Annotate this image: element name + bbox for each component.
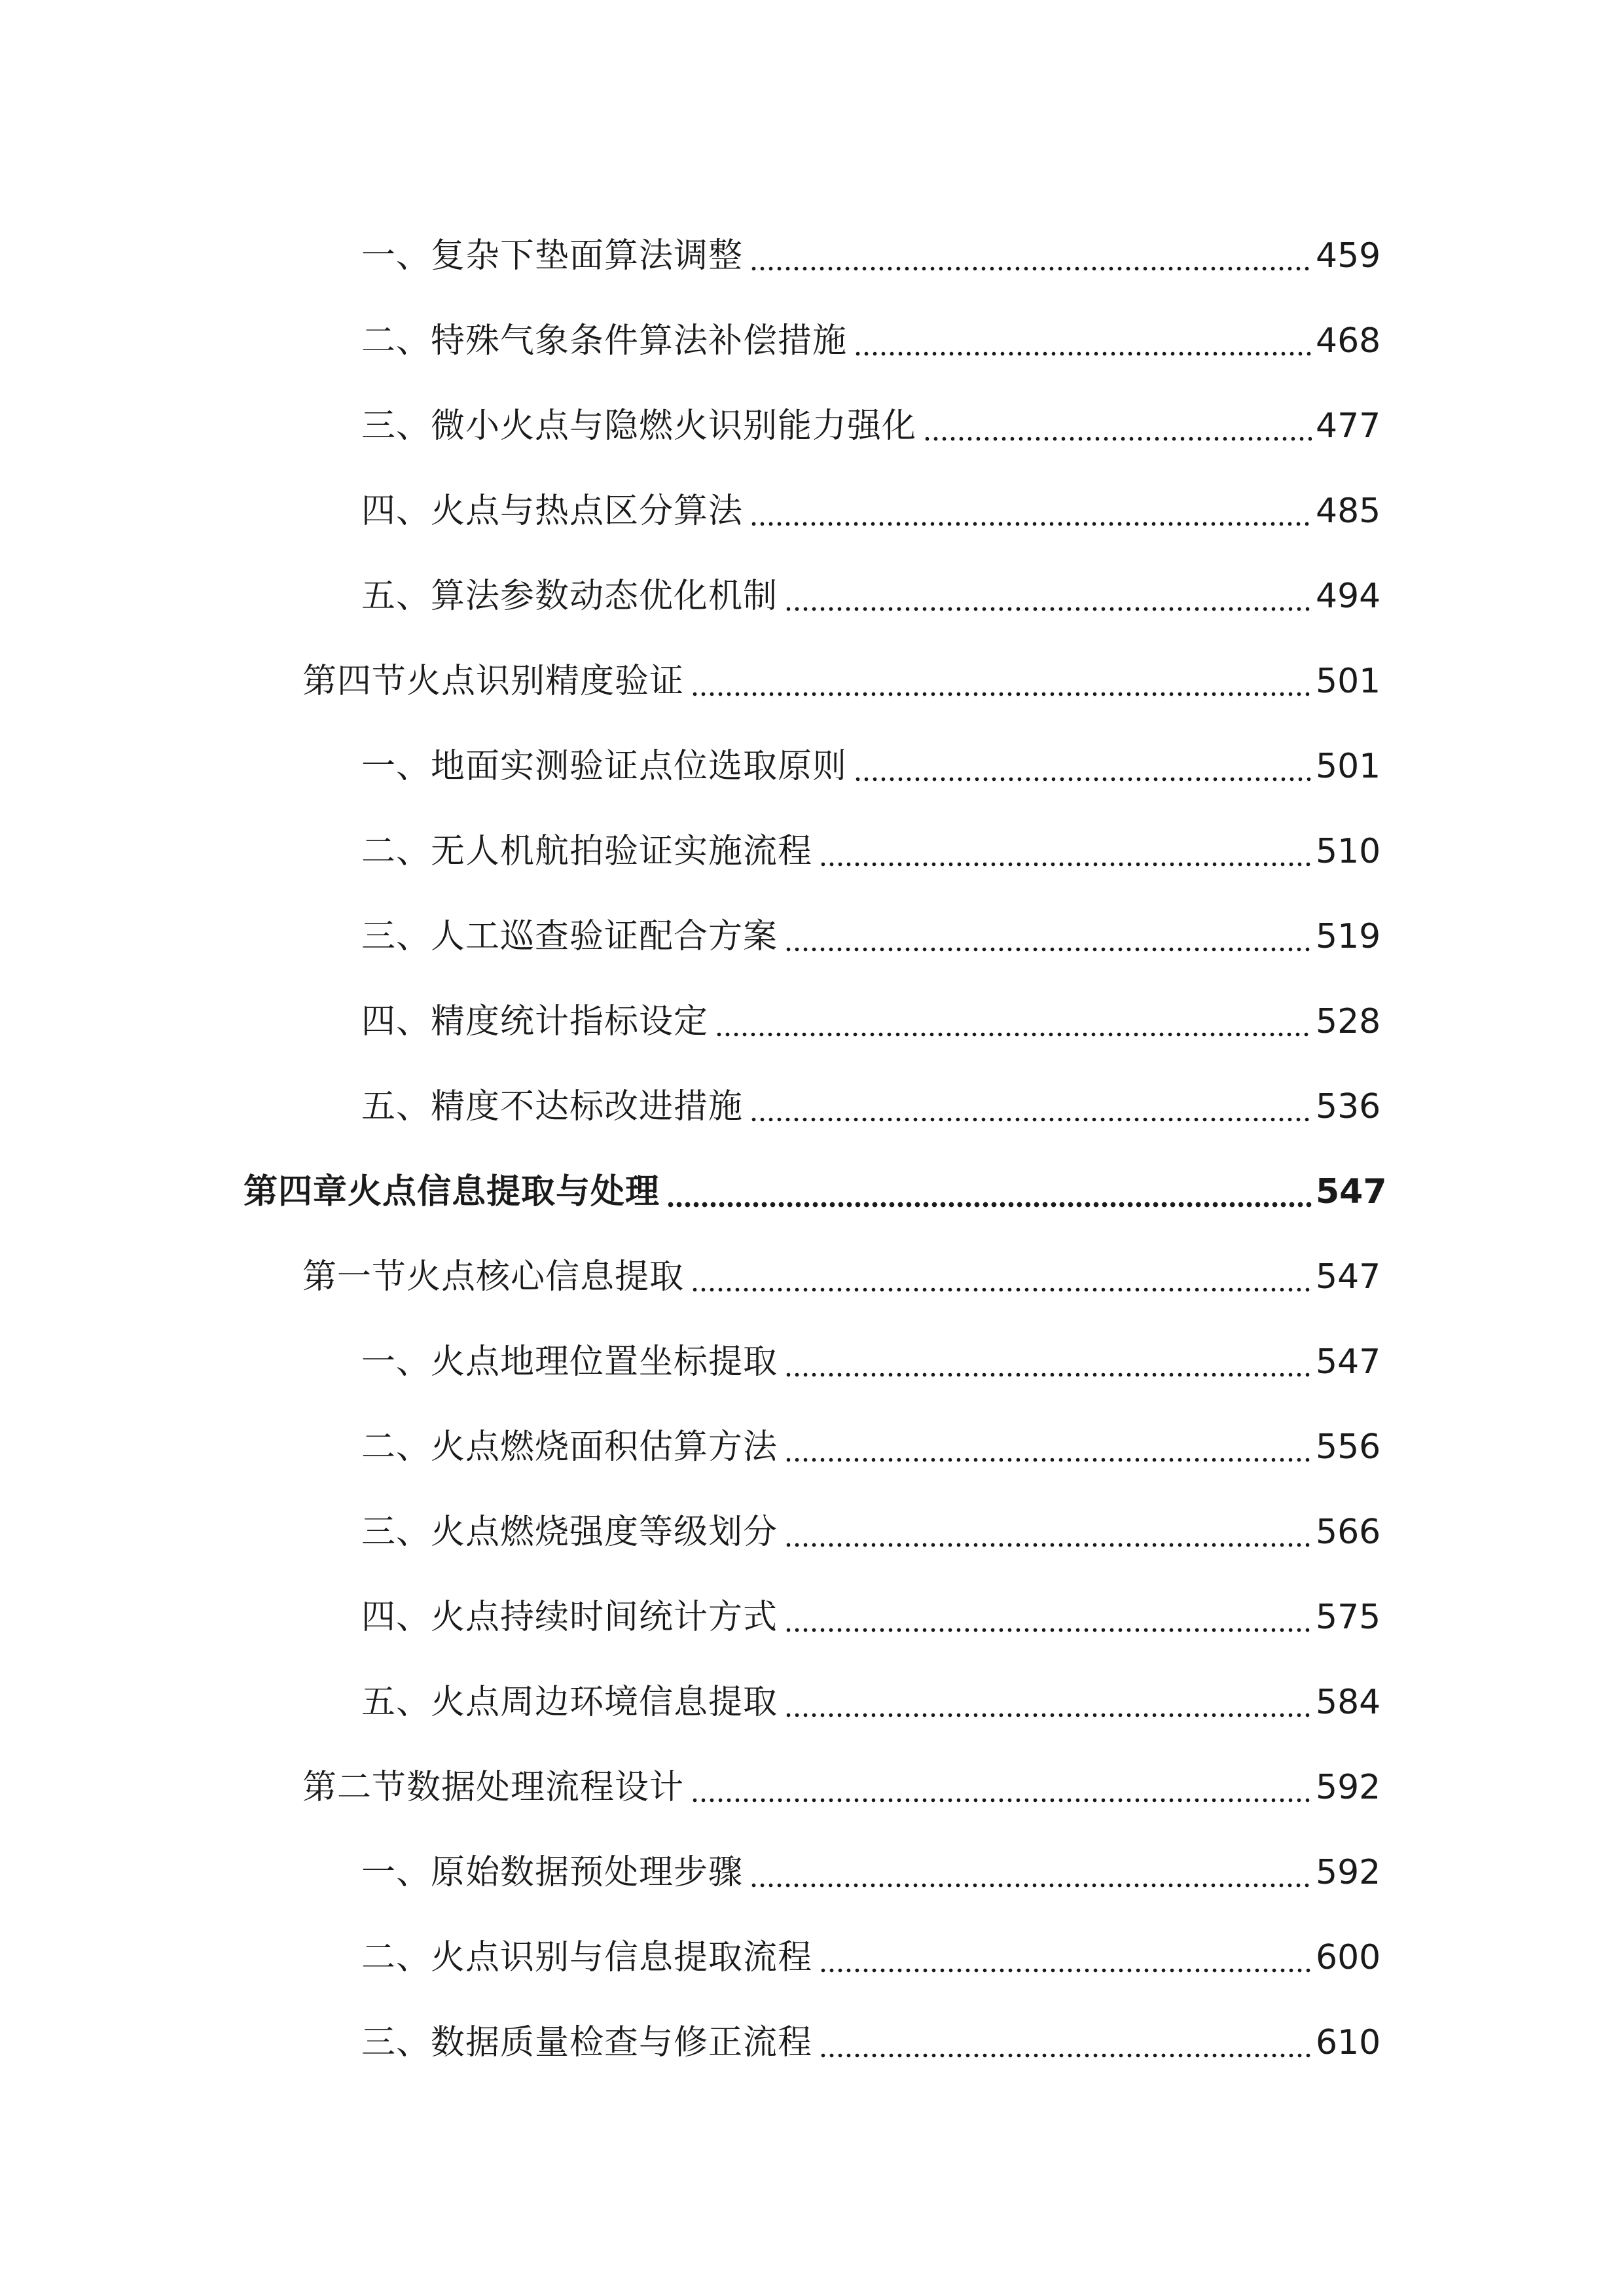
toc-entry-page: 584 xyxy=(1316,1683,1381,1722)
dot-leader xyxy=(784,1345,1312,1379)
toc-entry-page: 592 xyxy=(1316,1853,1381,1892)
dot-leader xyxy=(784,920,1312,954)
toc-entry[interactable] xyxy=(0,979,1624,1064)
toc-entry-title: 一、地面实测验证点位选取原则 xyxy=(361,747,848,786)
toc-section-entry[interactable] xyxy=(0,639,1624,724)
dot-leader xyxy=(854,324,1312,358)
dot-leader xyxy=(784,1430,1312,1464)
toc-entry[interactable] xyxy=(0,469,1624,554)
toc-entry-title: 三、数据质量检查与修正流程 xyxy=(361,2023,813,2062)
toc-entry-title: 第四章火点信息提取与处理 xyxy=(244,1172,660,1211)
toc-entry-page: 477 xyxy=(1316,406,1381,446)
toc-entry-title: 五、火点周边环境信息提取 xyxy=(361,1683,778,1722)
toc-entry-title: 一、火点地理位置坐标提取 xyxy=(361,1342,778,1382)
toc-entry[interactable] xyxy=(0,1319,1624,1405)
dot-leader xyxy=(749,1090,1312,1124)
toc-entry-title: 四、火点持续时间统计方式 xyxy=(361,1598,778,1637)
toc-entry-page: 459 xyxy=(1316,236,1381,276)
dot-leader xyxy=(691,1260,1312,1294)
toc-entry-page: 610 xyxy=(1316,2023,1381,2062)
toc-entry-page: 494 xyxy=(1316,577,1381,616)
toc-entry-title: 三、人工巡查验证配合方案 xyxy=(361,917,778,956)
toc-entry-title: 五、精度不达标改进措施 xyxy=(361,1087,744,1126)
toc-entry[interactable] xyxy=(0,1660,1624,1745)
toc-entry-page: 536 xyxy=(1316,1087,1381,1126)
dot-leader xyxy=(819,834,1312,869)
toc-entry-page: 575 xyxy=(1316,1598,1381,1637)
toc-section-entry[interactable] xyxy=(0,1234,1624,1319)
toc-entry-page: 566 xyxy=(1316,1513,1381,1552)
toc-entry-page: 547 xyxy=(1316,1342,1381,1382)
toc-entry-page: 510 xyxy=(1316,832,1381,871)
dot-leader xyxy=(715,1005,1312,1039)
toc-entry[interactable] xyxy=(0,894,1624,979)
toc-entry-title: 一、复杂下垫面算法调整 xyxy=(361,236,744,276)
dot-leader xyxy=(691,664,1312,698)
toc-entry-page: 592 xyxy=(1316,1768,1381,1807)
dot-leader xyxy=(923,409,1312,443)
toc-entry[interactable] xyxy=(0,554,1624,639)
dot-leader xyxy=(749,239,1312,273)
toc-entry[interactable] xyxy=(0,213,1624,298)
toc-entry[interactable] xyxy=(0,724,1624,809)
toc-entry-title: 三、微小火点与隐燃火识别能力强化 xyxy=(361,406,917,446)
dot-leader xyxy=(819,1941,1312,1975)
toc-entry-page: 468 xyxy=(1316,321,1381,361)
toc-entry[interactable] xyxy=(0,1575,1624,1660)
toc-entry-title: 三、火点燃烧强度等级划分 xyxy=(361,1513,778,1552)
toc-entry-page: 528 xyxy=(1316,1002,1381,1041)
toc-entry[interactable] xyxy=(0,1405,1624,1490)
toc-entry-page: 600 xyxy=(1316,1938,1381,1977)
toc-entry-title: 二、火点识别与信息提取流程 xyxy=(361,1938,813,1977)
dot-leader xyxy=(749,1856,1312,1890)
toc-entry-page: 547 xyxy=(1316,1257,1381,1297)
dot-leader xyxy=(666,1175,1312,1209)
toc-entry-page: 556 xyxy=(1316,1427,1381,1467)
dot-leader xyxy=(784,1515,1312,1549)
dot-leader xyxy=(784,1685,1312,1719)
dot-leader xyxy=(784,1600,1312,1634)
toc-entry-title: 第四节火点识别精度验证 xyxy=(302,662,685,701)
toc-entry-title: 一、原始数据预处理步骤 xyxy=(361,1853,744,1892)
dot-leader xyxy=(691,1770,1312,1804)
dot-leader xyxy=(784,579,1312,613)
table-of-contents xyxy=(0,213,1624,2085)
dot-leader xyxy=(854,749,1312,783)
toc-entry-page: 501 xyxy=(1316,662,1381,701)
toc-entry[interactable] xyxy=(0,809,1624,894)
toc-entry[interactable] xyxy=(0,384,1624,469)
toc-section-entry[interactable] xyxy=(0,1745,1624,1830)
toc-entry-page: 547 xyxy=(1316,1172,1387,1211)
toc-entry[interactable] xyxy=(0,1064,1624,1149)
toc-chapter-entry[interactable] xyxy=(0,1149,1624,1234)
toc-entry-title: 二、特殊气象条件算法补偿措施 xyxy=(361,321,848,361)
toc-entry-page: 485 xyxy=(1316,492,1381,531)
toc-entry-page: 519 xyxy=(1316,917,1381,956)
toc-entry-title: 四、精度统计指标设定 xyxy=(361,1002,709,1041)
toc-entry[interactable] xyxy=(0,1830,1624,1915)
toc-entry-title: 二、火点燃烧面积估算方法 xyxy=(361,1427,778,1467)
toc-entry-title: 第一节火点核心信息提取 xyxy=(302,1257,685,1297)
toc-entry[interactable] xyxy=(0,1490,1624,1575)
toc-entry-title: 二、无人机航拍验证实施流程 xyxy=(361,832,813,871)
toc-entry[interactable] xyxy=(0,2000,1624,2085)
toc-entry[interactable] xyxy=(0,298,1624,384)
dot-leader xyxy=(819,2026,1312,2060)
toc-entry-title: 第二节数据处理流程设计 xyxy=(302,1768,685,1807)
toc-entry-title: 五、算法参数动态优化机制 xyxy=(361,577,778,616)
toc-entry-title: 四、火点与热点区分算法 xyxy=(361,492,744,531)
dot-leader xyxy=(749,494,1312,528)
toc-entry[interactable] xyxy=(0,1915,1624,2000)
toc-entry-page: 501 xyxy=(1316,747,1381,786)
